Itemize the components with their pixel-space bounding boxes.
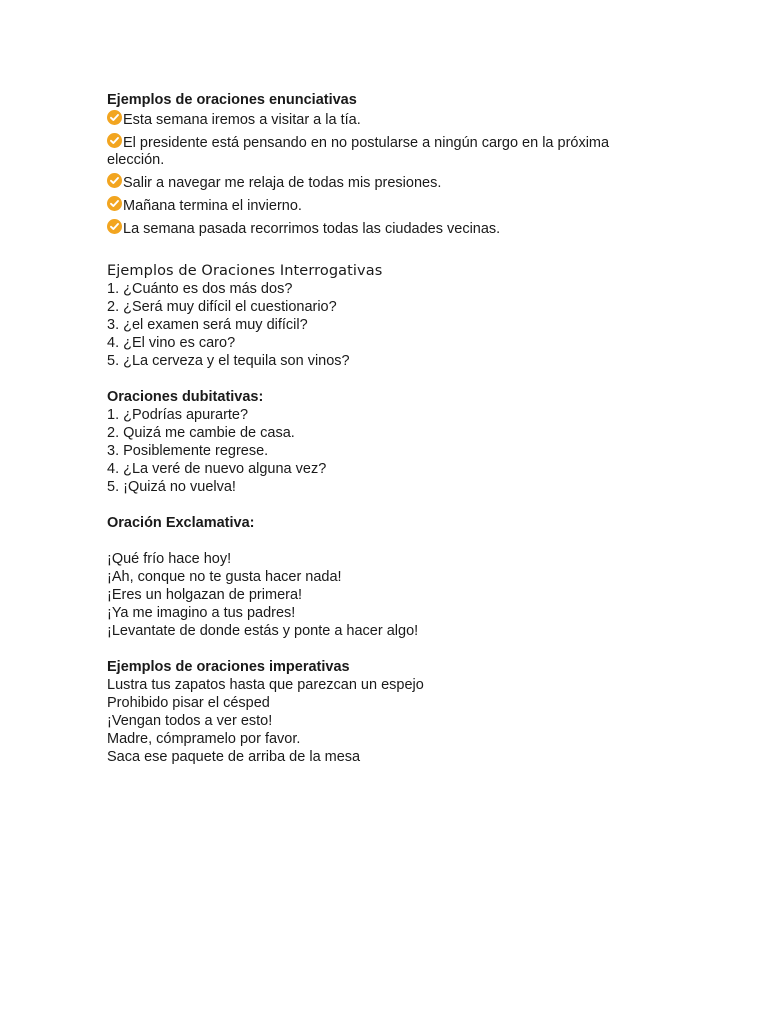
list-item: 3. Posiblemente regrese. <box>107 443 269 459</box>
spacer <box>107 370 667 388</box>
section-title-interrogativas: Ejemplos de Oraciones Interrogativas <box>107 263 383 279</box>
section-dubitativas <box>107 388 667 496</box>
list-item: Prohibido pisar el césped <box>107 695 270 711</box>
check-circle-icon <box>107 196 122 211</box>
list-item: ¡Ya me imagino a tus padres! <box>107 605 296 621</box>
list-item <box>107 110 667 129</box>
list-item: Saca ese paquete de arriba de la mesa <box>107 749 361 765</box>
list-item: 3. ¿el examen será muy difícil? <box>107 317 308 333</box>
section-title-exclamativa: Oración Exclamativa: <box>107 515 255 531</box>
list-item: ¡Qué frío hace hoy! <box>107 551 232 567</box>
spacer <box>107 532 667 550</box>
check-circle-icon <box>107 173 122 188</box>
check-circle-icon <box>107 133 122 148</box>
check-circle-icon <box>107 110 122 125</box>
list-item: 1. ¿Podrías apurarte? <box>107 407 249 423</box>
spacer <box>107 496 667 514</box>
section-title-imperativas: Ejemplos de oraciones imperativas <box>107 659 350 675</box>
spacer <box>107 242 667 262</box>
list-item: Madre, cómpramelo por favor. <box>107 731 301 747</box>
list-item: 4. ¿La veré de nuevo alguna vez? <box>107 461 327 477</box>
list-item: 5. ¿La cerveza y el tequila son vinos? <box>107 353 350 369</box>
section-exclamativa <box>107 514 667 640</box>
list-item: Lustra tus zapatos hasta que parezcan un espejo <box>107 677 424 693</box>
list-item <box>107 196 667 215</box>
list-item <box>107 219 667 238</box>
list-item: 1. ¿Cuánto es dos más dos? <box>107 281 293 297</box>
section-title-dubitativas: Oraciones dubitativas: <box>107 389 264 405</box>
list-item <box>107 173 667 192</box>
list-item: 5. ¡Quizá no vuelva! <box>107 479 236 495</box>
list-item <box>107 133 667 169</box>
list-item: ¡Levantate de donde estás y ponte a hacer algo! <box>107 623 419 639</box>
list-item: 2. ¿Será muy difícil el cuestionario? <box>107 299 337 315</box>
spacer <box>107 640 667 658</box>
list-item: ¡Eres un holgazan de primera! <box>107 587 303 603</box>
section-title-enunciativas: Ejemplos de oraciones enunciativas <box>107 92 357 108</box>
check-circle-icon <box>107 219 122 234</box>
section-enunciativas <box>107 90 667 238</box>
section-imperativas <box>107 658 667 766</box>
list-item: ¡Ah, conque no te gusta hacer nada! <box>107 569 342 585</box>
list-item-text: El presidente está pensando en no postularse a ningún cargo en la próxima elección. <box>107 135 610 168</box>
document-page <box>107 90 667 766</box>
list-item-text: Salir a navegar me relaja de todas mis presiones. <box>123 175 442 191</box>
list-item: 2. Quizá me cambie de casa. <box>107 425 295 441</box>
enunciativas-list <box>107 110 667 238</box>
list-item: ¡Vengan todos a ver esto! <box>107 713 273 729</box>
list-item-text: Esta semana iremos a visitar a la tía. <box>123 112 361 128</box>
list-item-text: Mañana termina el invierno. <box>123 198 302 214</box>
list-item: 4. ¿El vino es caro? <box>107 335 236 351</box>
section-interrogativas <box>107 262 667 370</box>
list-item-text: La semana pasada recorrimos todas las ciudades vecinas. <box>123 221 501 237</box>
